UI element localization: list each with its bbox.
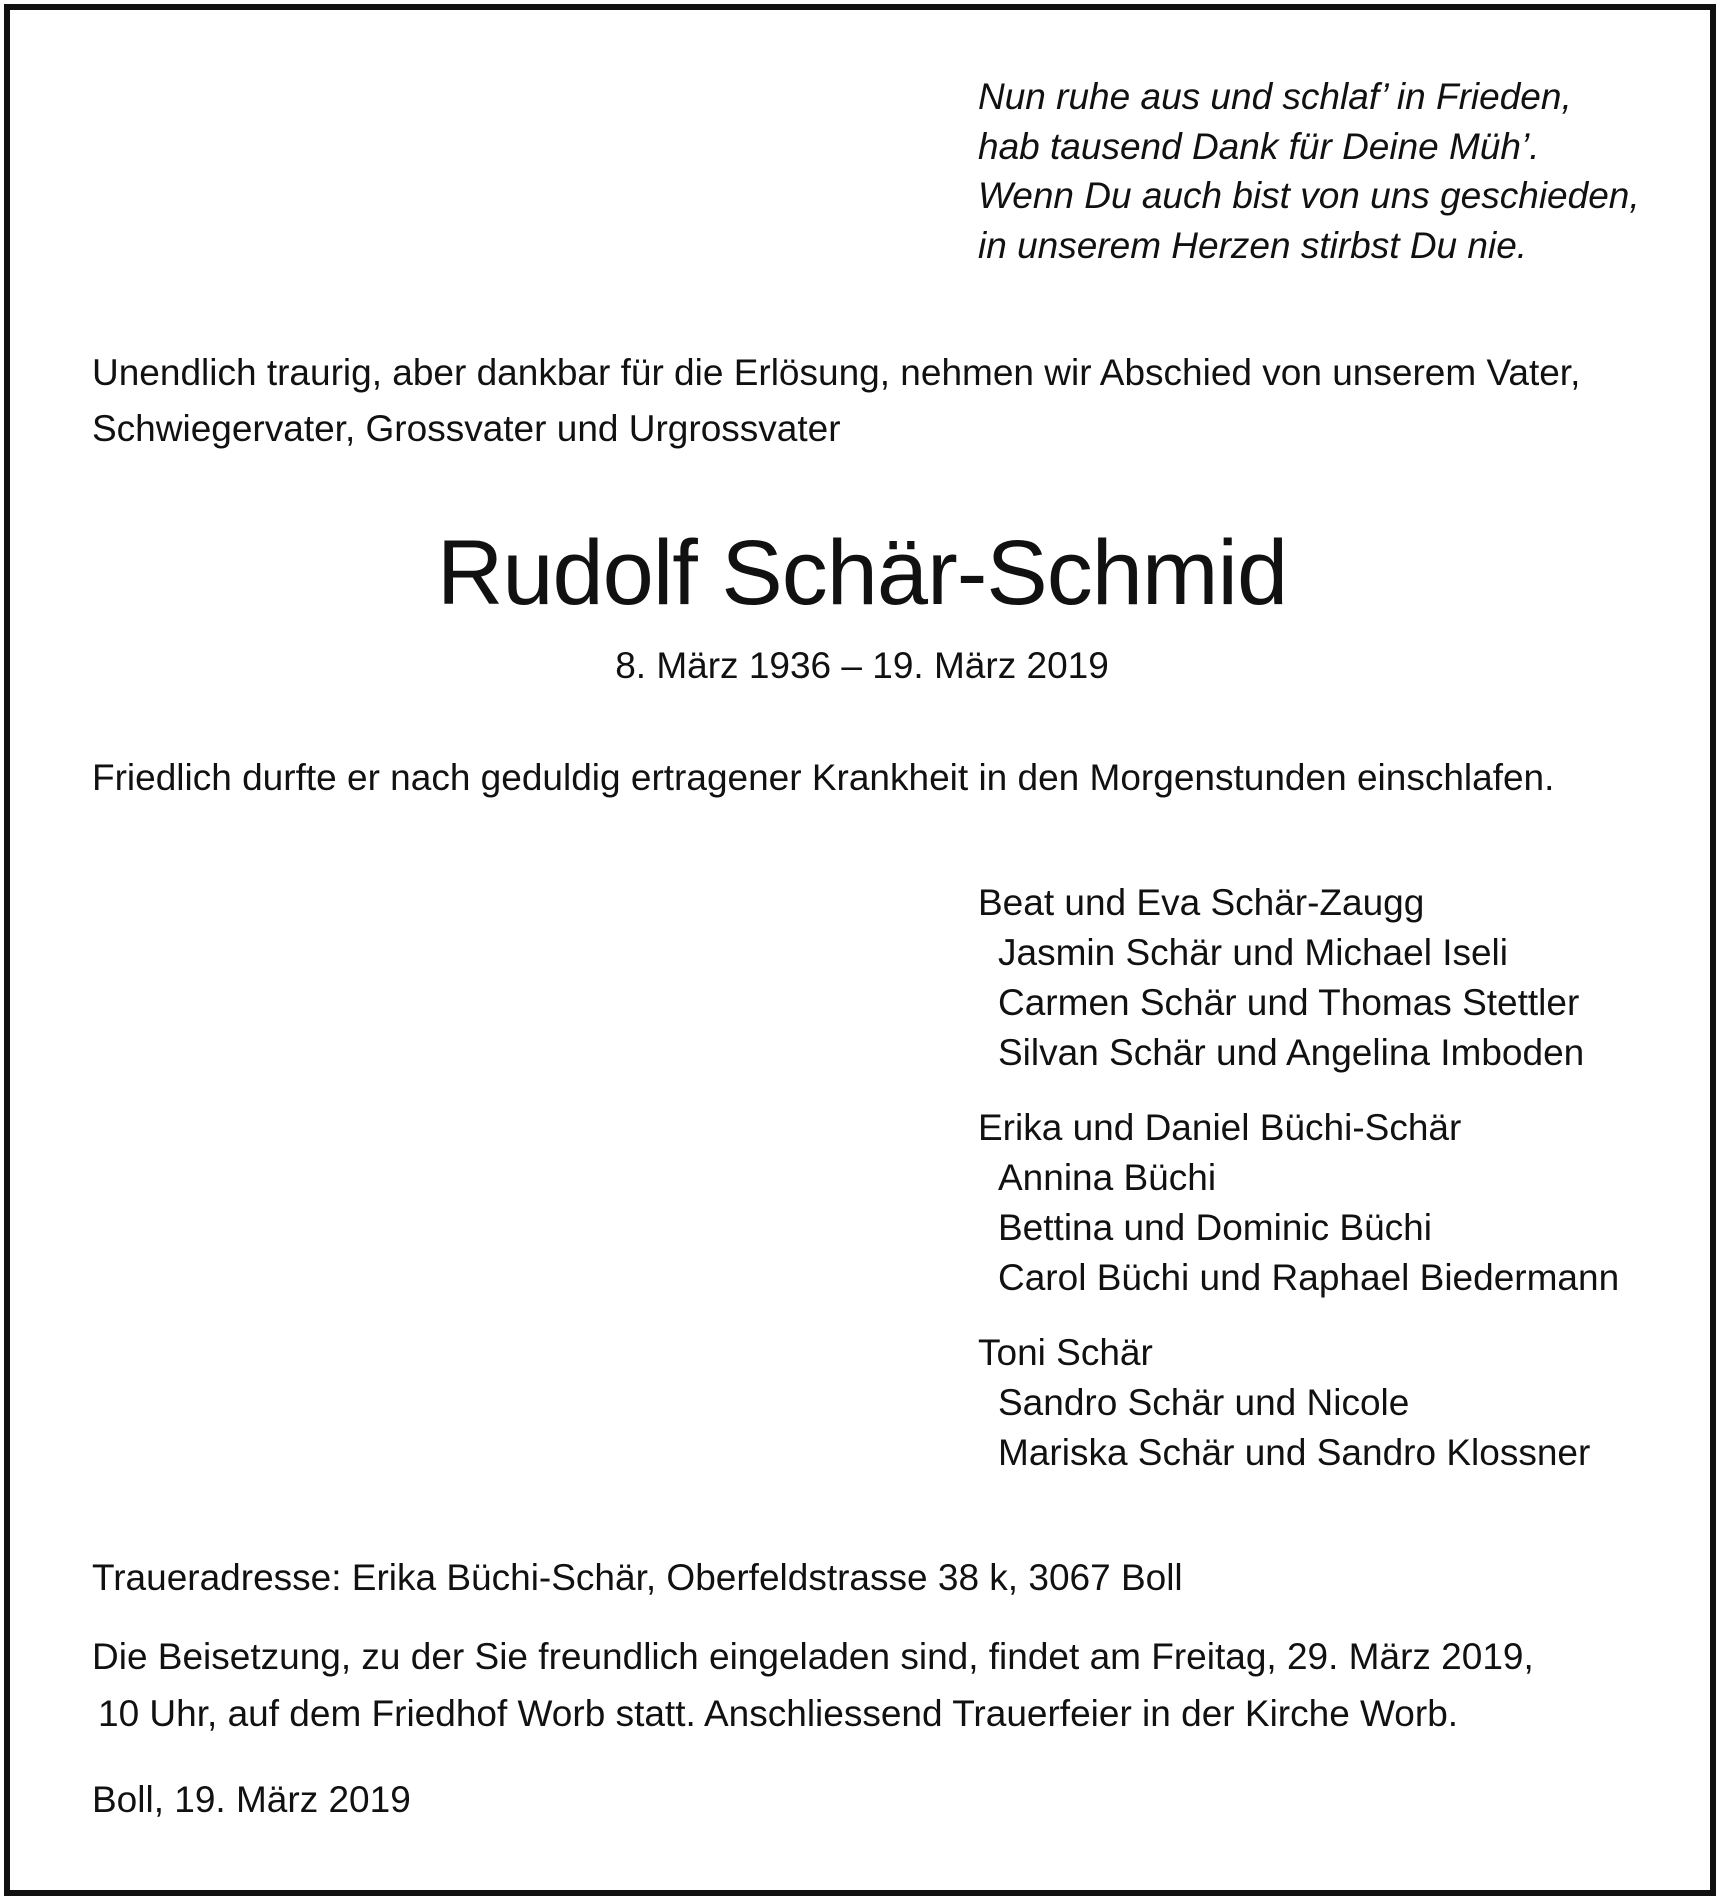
poem-line: hab tausend Dank für Deine Müh’. <box>978 125 1540 167</box>
ceremony-line: 10 Uhr, auf dem Friedhof Worb statt. Anschliessend Trauerfeier in der Kirche Worb. <box>98 1693 1459 1734</box>
family-member: Silvan Schär und Angelina Imboden <box>998 1032 1585 1073</box>
family-head: Toni Schär <box>978 1332 1153 1373</box>
poem-line: in unserem Herzen stirbst Du nie. <box>978 224 1528 266</box>
ceremony-line: Die Beisetzung, zu der Sie freundlich eingeladen sind, findet am Freitag, 29. März 2019, <box>92 1636 1534 1677</box>
family-member: Carol Büchi und Raphael Biedermann <box>998 1257 1620 1298</box>
family-member: Jasmin Schär und Michael Iseli <box>998 932 1508 973</box>
family-member: Sandro Schär und Nicole <box>998 1382 1410 1423</box>
mourning-address: Traueradresse: Erika Büchi-Schär, Oberfeldstrasse 38 k, 3067 Boll <box>92 1557 1183 1598</box>
family-list <box>978 878 1619 1503</box>
family-member: Mariska Schär und Sandro Klossner <box>998 1432 1591 1473</box>
family-member: Bettina und Dominic Büchi <box>998 1207 1432 1248</box>
intro-line: Unendlich traurig, aber dankbar für die Erlösung, nehmen wir Abschied von unserem Vater, <box>92 352 1581 393</box>
deceased-name: Rudolf Schär-Schmid <box>436 522 1288 624</box>
intro-line: Schwiegervater, Grossvater und Urgrossvater <box>92 408 841 449</box>
life-dates: 8. März 1936 – 19. März 2019 <box>615 645 1109 686</box>
intro-text <box>92 345 1580 457</box>
poem <box>978 72 1640 270</box>
family-head: Beat und Eva Schär-Zaugg <box>978 882 1425 923</box>
place-date: Boll, 19. März 2019 <box>92 1779 411 1820</box>
family-group <box>978 1103 1619 1303</box>
family-group <box>978 878 1619 1078</box>
family-member: Carmen Schär und Thomas Stettler <box>998 982 1580 1023</box>
poem-line: Nun ruhe aus und schlaf’ in Frieden, <box>978 76 1572 117</box>
ceremony-info <box>92 1628 1534 1742</box>
poem-line: Wenn Du auch bist von uns geschieden, <box>978 175 1640 216</box>
family-group <box>978 1328 1619 1478</box>
family-head: Erika und Daniel Büchi-Schär <box>978 1107 1462 1148</box>
statement-text: Friedlich durfte er nach geduldig ertragener Krankheit in den Morgenstunden einschlafen. <box>92 757 1555 798</box>
family-member: Annina Büchi <box>998 1157 1217 1198</box>
